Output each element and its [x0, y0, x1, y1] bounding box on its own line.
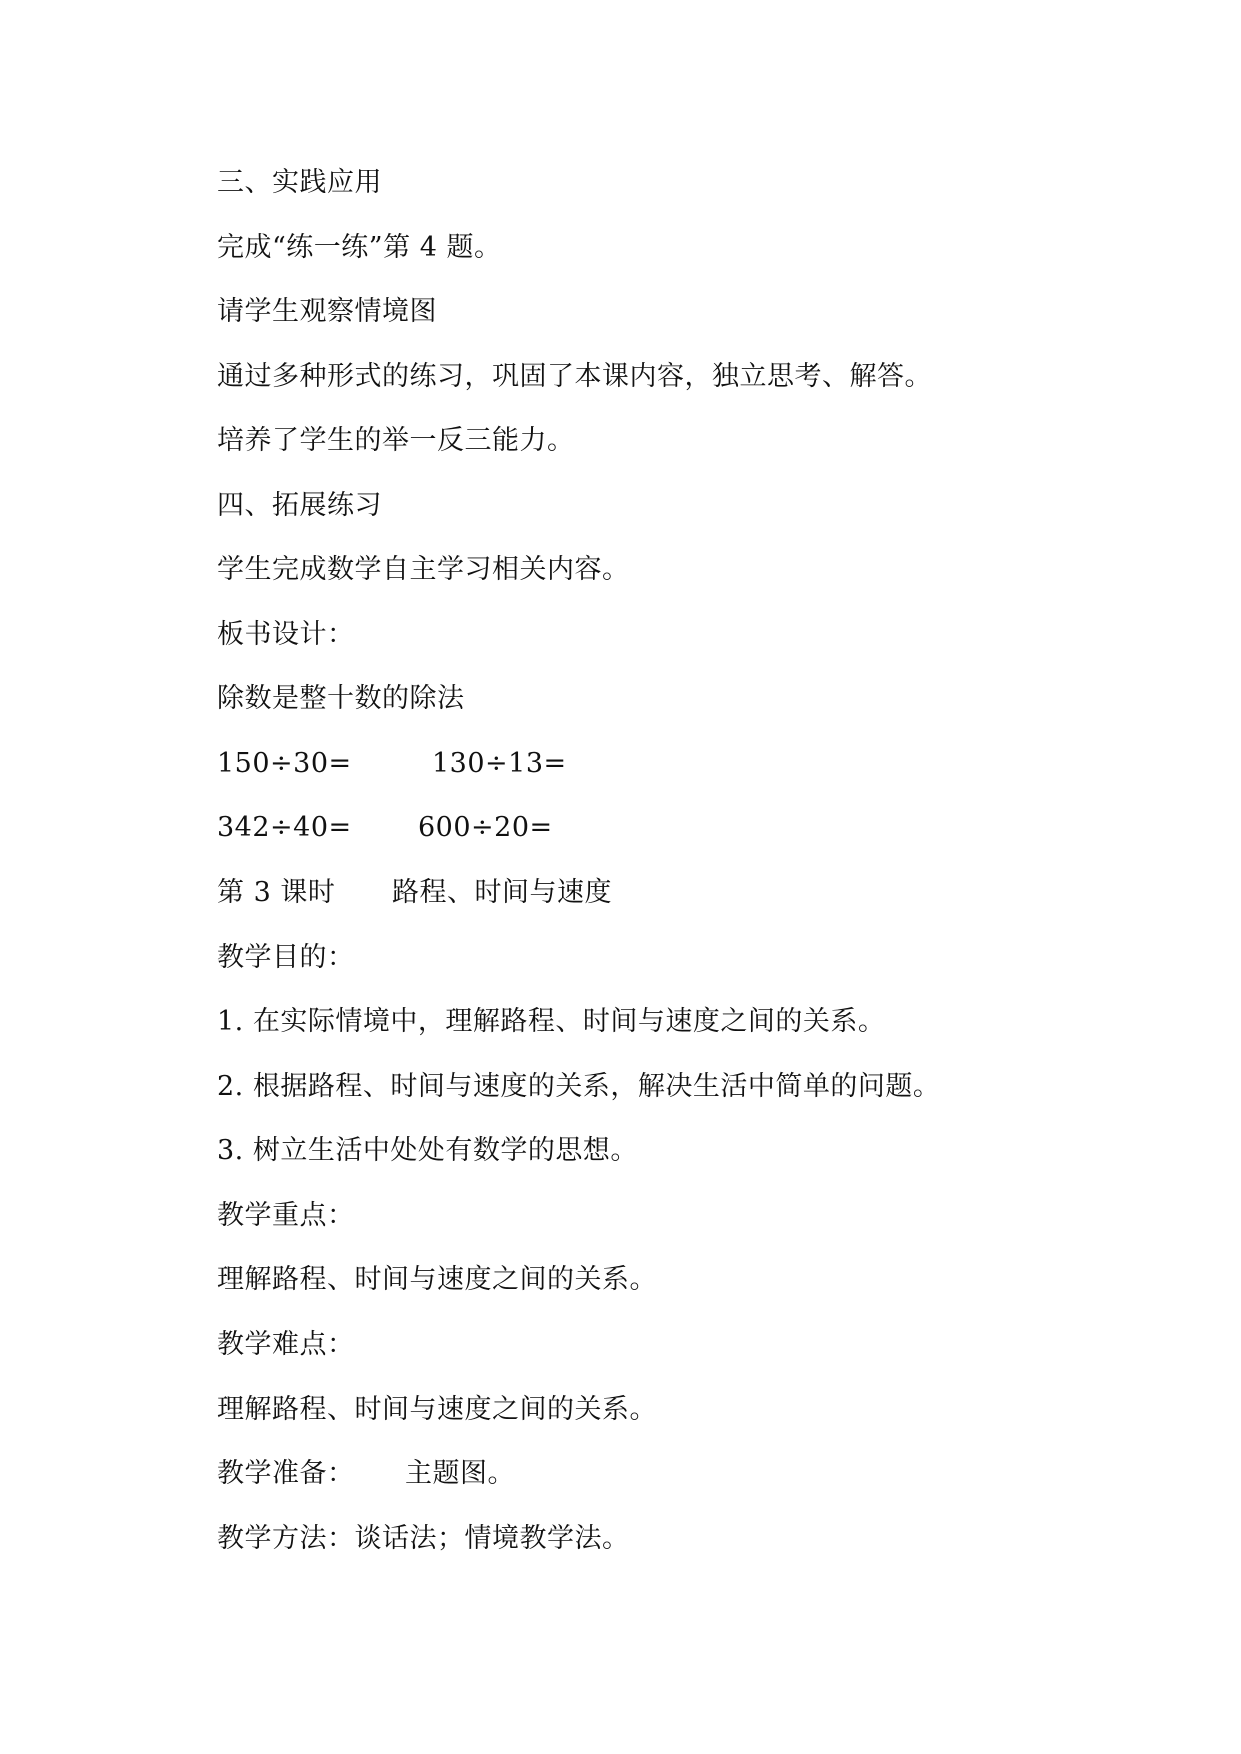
objective-3: 3. 树立生活中处处有数学的思想。	[217, 1135, 638, 1166]
paragraph-self-study: 学生完成数学自主学习相关内容。	[217, 554, 630, 585]
difficulties-text: 理解路程、时间与速度之间的关系。	[217, 1394, 657, 1425]
objective-1: 1. 在实际情境中，理解路程、时间与速度之间的关系。	[217, 1006, 886, 1037]
paragraph-exercise: 完成“练一练”第 4 题。	[217, 232, 502, 263]
key-points-label: 教学重点：	[217, 1200, 355, 1231]
difficulties-label: 教学难点：	[217, 1329, 355, 1360]
equation-150-30: 150÷30=	[217, 748, 352, 779]
paragraph-observe: 请学生观察情境图	[217, 296, 437, 327]
equation-130-13: 130÷13=	[432, 748, 567, 779]
board-design-title: 除数是整十数的除法	[217, 683, 465, 714]
section-heading-practice: 三、实践应用	[217, 167, 382, 198]
paragraph-ability: 培养了学生的举一反三能力。	[217, 425, 575, 456]
preparation-label: 教学准备：	[217, 1458, 355, 1489]
lesson-number: 第 3 课时	[217, 877, 336, 908]
key-points-text: 理解路程、时间与速度之间的关系。	[217, 1264, 657, 1295]
board-design-label: 板书设计：	[217, 619, 355, 650]
paragraph-practice-forms: 通过多种形式的练习，巩固了本课内容，独立思考、解答。	[217, 361, 932, 392]
objective-2: 2. 根据路程、时间与速度的关系，解决生活中简单的问题。	[217, 1071, 941, 1102]
equation-600-20: 600÷20=	[418, 812, 553, 843]
equation-342-40: 342÷40=	[217, 812, 352, 843]
lesson-title: 路程、时间与速度	[392, 877, 612, 908]
teaching-method-line: 教学方法：谈话法；情境教学法。	[217, 1523, 630, 1554]
section-heading-extension: 四、拓展练习	[217, 490, 382, 521]
objectives-label: 教学目的：	[217, 942, 355, 973]
preparation-value: 主题图。	[405, 1458, 515, 1489]
